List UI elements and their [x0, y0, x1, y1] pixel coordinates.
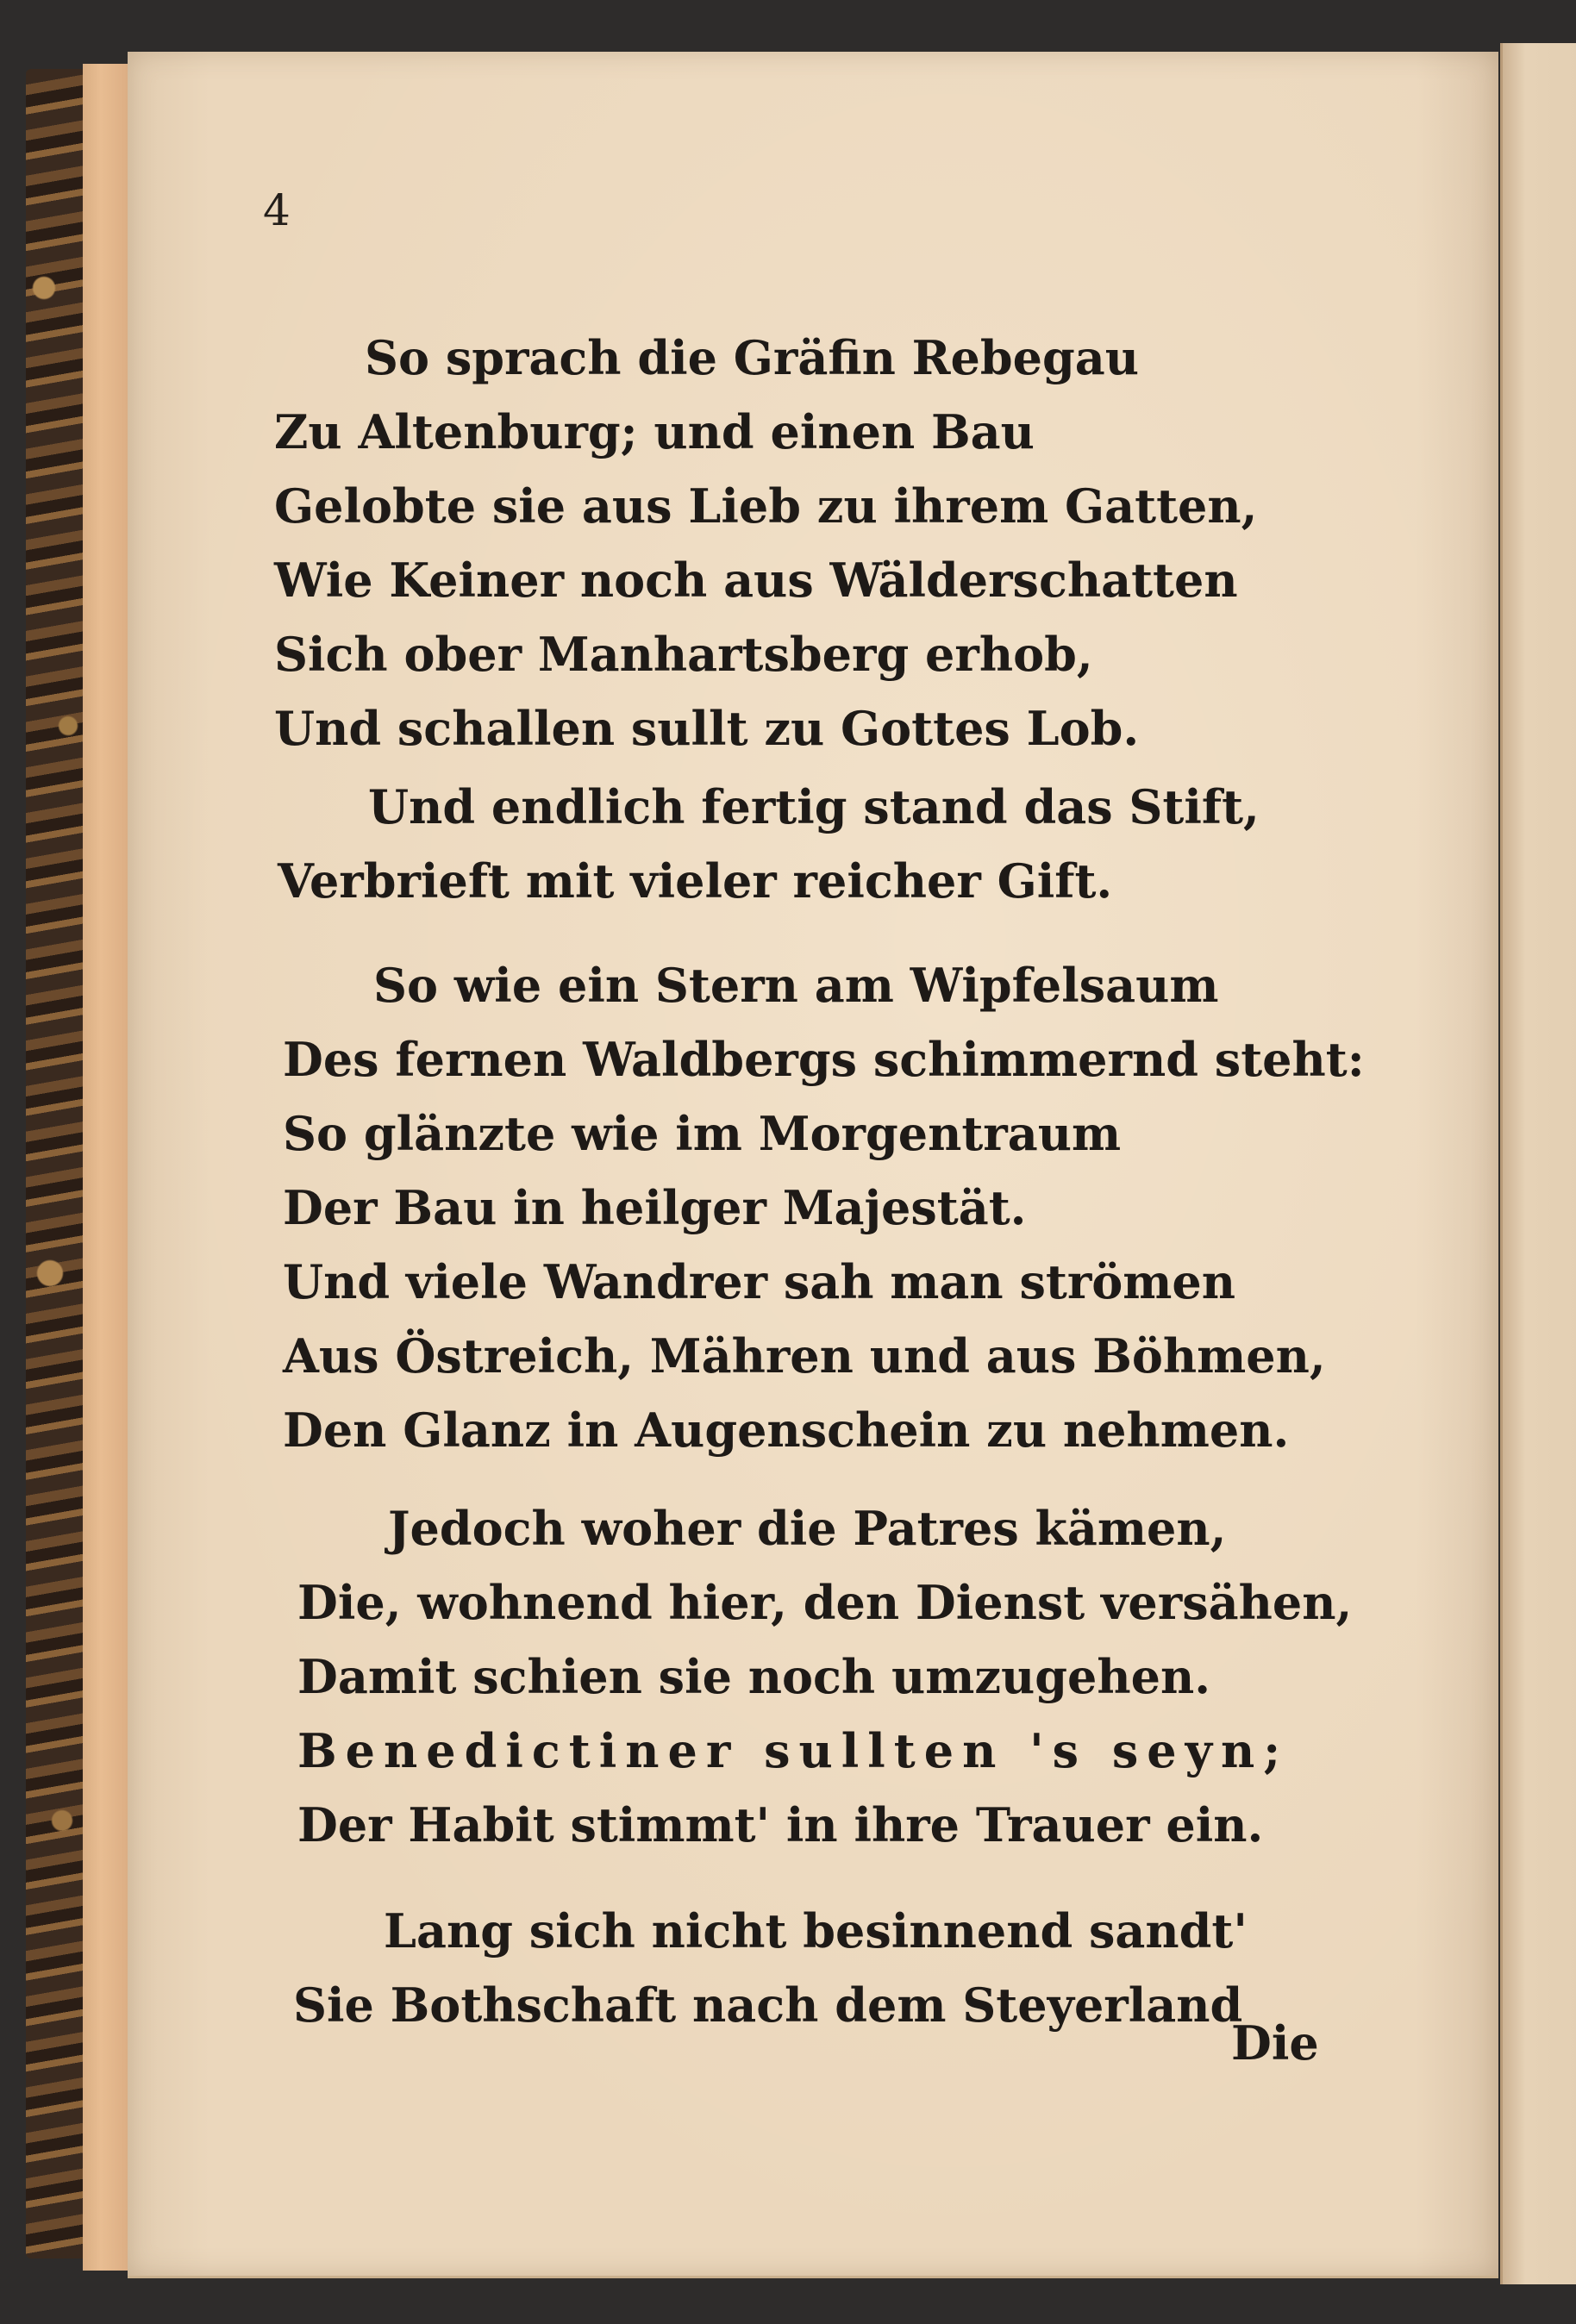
verse-line: Die, wohnend hier, den Dienst versähen,: [297, 1575, 1353, 1630]
page-number: 4: [263, 185, 291, 235]
verse-line: Der Bau in heilger Majestät.: [283, 1180, 1027, 1235]
verse-line: Wie Keiner noch aus Wälderschatten: [274, 553, 1238, 608]
verse-line: Verbrieft mit vieler reicher Gift.: [278, 853, 1113, 909]
verse-line: Aus Östreich, Mähren und aus Böhmen,: [283, 1328, 1326, 1384]
verse-line: Sich ober Manhartsberg erhob,: [274, 627, 1093, 682]
verse-line: Sie Bothschaft nach dem Steyerland: [293, 1977, 1243, 2033]
verse-line: Des fernen Waldbergs schimmernd steht:: [283, 1032, 1365, 1087]
verse-line: Zu Altenburg; und einen Bau: [274, 404, 1035, 459]
marbled-cover-edge: [26, 69, 86, 2258]
verse-line: Und schallen sullt zu Gottes Lob.: [274, 701, 1140, 756]
verse-line: Damit schien sie noch umzugehen.: [297, 1649, 1211, 1704]
stanza-5: [293, 1894, 1248, 2042]
verse-line: Jedoch woher die Patres kämen,: [388, 1501, 1227, 1556]
stanza-4: [297, 1491, 1352, 1862]
stanza-1: [274, 321, 1257, 765]
stanza-2: [278, 770, 1260, 918]
verse-line: Den Glanz in Augenschein zu nehmen.: [283, 1403, 1290, 1458]
stanza-3: [283, 948, 1365, 1467]
verse-line: So glänzte wie im Morgentraum: [283, 1106, 1122, 1161]
verse-line: Und viele Wandrer sah man strömen: [283, 1254, 1236, 1309]
verse-line: So sprach die Gräfin Rebegau: [365, 330, 1140, 385]
page-edge: [83, 64, 129, 2271]
verse-line: Gelobte sie aus Lieb zu ihrem Gatten,: [274, 478, 1258, 534]
catchword: Die: [1231, 2015, 1319, 2071]
verse-line: Der Habit stimmt' in ihre Trauer ein.: [297, 1797, 1264, 1852]
verse-line: Lang sich nicht besinnend sandt': [384, 1903, 1248, 1959]
verse-line: Und endlich fertig stand das Stift,: [368, 779, 1260, 834]
facing-page-edge: [1500, 43, 1576, 2284]
verse-line: Benedictiner sullten 's seyn;: [297, 1723, 1290, 1778]
verse-line: So wie ein Stern am Wipfelsaum: [373, 958, 1219, 1013]
